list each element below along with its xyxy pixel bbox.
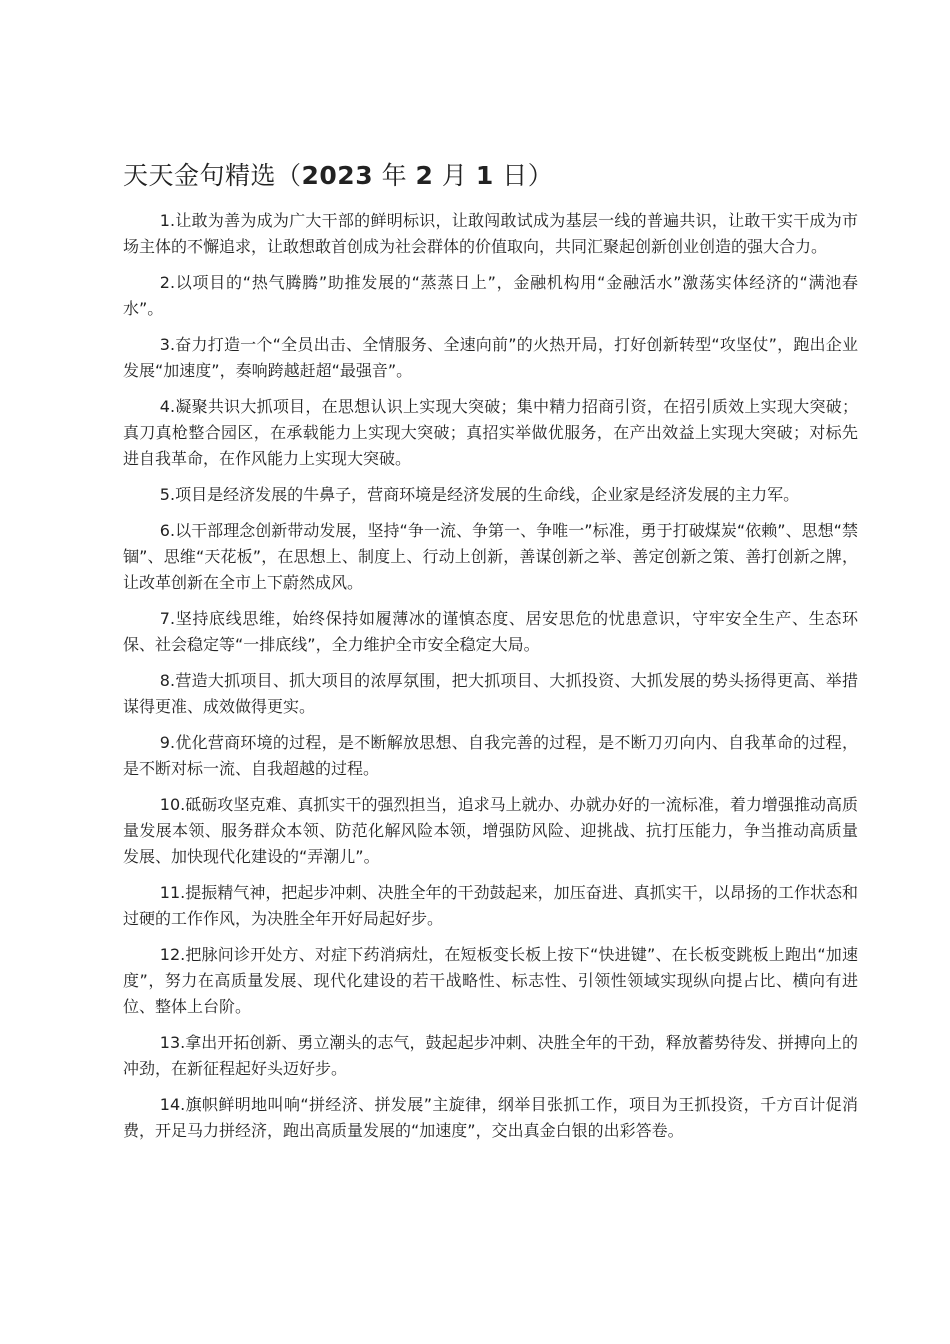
paragraph-14: 14.旗帜鲜明地叫响“拼经济、拼发展”主旋律，纲举目张抓工作，项目为王抓投资，千方百计促消费，开足马力拼经济，跑出高质量发展的“加速度”，交出真金白银的出彩答卷。	[123, 1095, 858, 1140]
paragraph-6: 6.以干部理念创新带动发展，坚持“争一流、争第一、争唯一”标准，勇于打破煤炭“依赖”、思想“禁锢”、思维“天花板”，在思想上、制度上、行动上创新，善谋创新之举、善定创新之策、善打创新之牌，让改革创新在全市上下蔚然成风。	[123, 521, 858, 592]
document-content	[123, 158, 858, 1154]
paragraph-7: 7.坚持底线思维，始终保持如履薄冰的谨慎态度、居安思危的忧患意识，守牢安全生产、生态环保、社会稳定等“一排底线”，全力维护全市安全稳定大局。	[123, 609, 858, 654]
paragraph-1: 1.让敢为善为成为广大干部的鲜明标识，让敢闯敢试成为基层一线的普遍共识，让敢干实干成为市场主体的不懈追求，让敢想敢首创成为社会群体的价值取向，共同汇聚起创新创业创造的强大合力。	[123, 211, 858, 256]
paragraph-5: 5.项目是经济发展的牛鼻子，营商环境是经济发展的生命线，企业家是经济发展的主力军。	[159, 485, 800, 504]
paragraph-3: 3.奋力打造一个“全员出击、全情服务、全速向前”的火热开局，打好创新转型“攻坚仗”，跑出企业发展“加速度”，奏响跨越赶超“最强音”。	[123, 335, 858, 380]
title-day-unit: 日）	[502, 161, 554, 190]
document-title	[123, 158, 858, 194]
paragraph-10: 10.砥砺攻坚克难、真抓实干的强烈担当，追求马上就办、办就办好的一流标准，着力增强推动高质量发展本领、服务群众本领、防范化解风险本领，增强防风险、迎挑战、抗打压能力，争当推动高质量发展、加快现代化建设的“弄潮儿”。	[123, 795, 858, 866]
paragraph-2: 2.以项目的“热气腾腾”助推发展的“蒸蒸日上”，金融机构用“金融活水”激荡实体经济的“满池春水”。	[123, 273, 858, 318]
paragraph-12: 12.把脉问诊开处方、对症下药消病灶，在短板变长板上按下“快进键”、在长板变跳板上跑出“加速度”，努力在高质量发展、现代化建设的若干战略性、标志性、引领性领域实现纵向提占比、横向有进位、整体上台阶。	[123, 945, 858, 1016]
title-day: 1	[475, 161, 494, 190]
paragraph-13: 13.拿出开拓创新、勇立潮头的志气，鼓起起步冲刺、决胜全年的干劲，释放蓄势待发、拼搏向上的冲劲，在新征程起好头迈好步。	[123, 1033, 858, 1078]
paragraph-4: 4.凝聚共识大抓项目，在思想认识上实现大突破；集中精力招商引资，在招引质效上实现大突破；真刀真枪整合园区，在承载能力上实现大突破；真招实举做优服务，在产出效益上实现大突破；对标先进自我革命，在作风能力上实现大突破。	[123, 397, 858, 468]
title-year: 2023	[301, 161, 374, 190]
title-month: 2	[415, 161, 434, 190]
title-prefix: 天天金句精选（	[123, 161, 302, 190]
title-year-unit: 年	[381, 161, 408, 190]
paragraph-11: 11.提振精气神，把起步冲刺、决胜全年的干劲鼓起来，加压奋进、真抓实干，以昂扬的工作状态和过硬的工作作风，为决胜全年开好局起好步。	[123, 883, 858, 928]
paragraph-8: 8.营造大抓项目、抓大项目的浓厚氛围，把大抓项目、大抓投资、大抓发展的势头扬得更高、举措谋得更准、成效做得更实。	[123, 671, 858, 716]
paragraph-9: 9.优化营商环境的过程，是不断解放思想、自我完善的过程，是不断刀刃向内、自我革命的过程，是不断对标一流、自我超越的过程。	[123, 733, 858, 778]
title-month-unit: 月	[441, 161, 468, 190]
